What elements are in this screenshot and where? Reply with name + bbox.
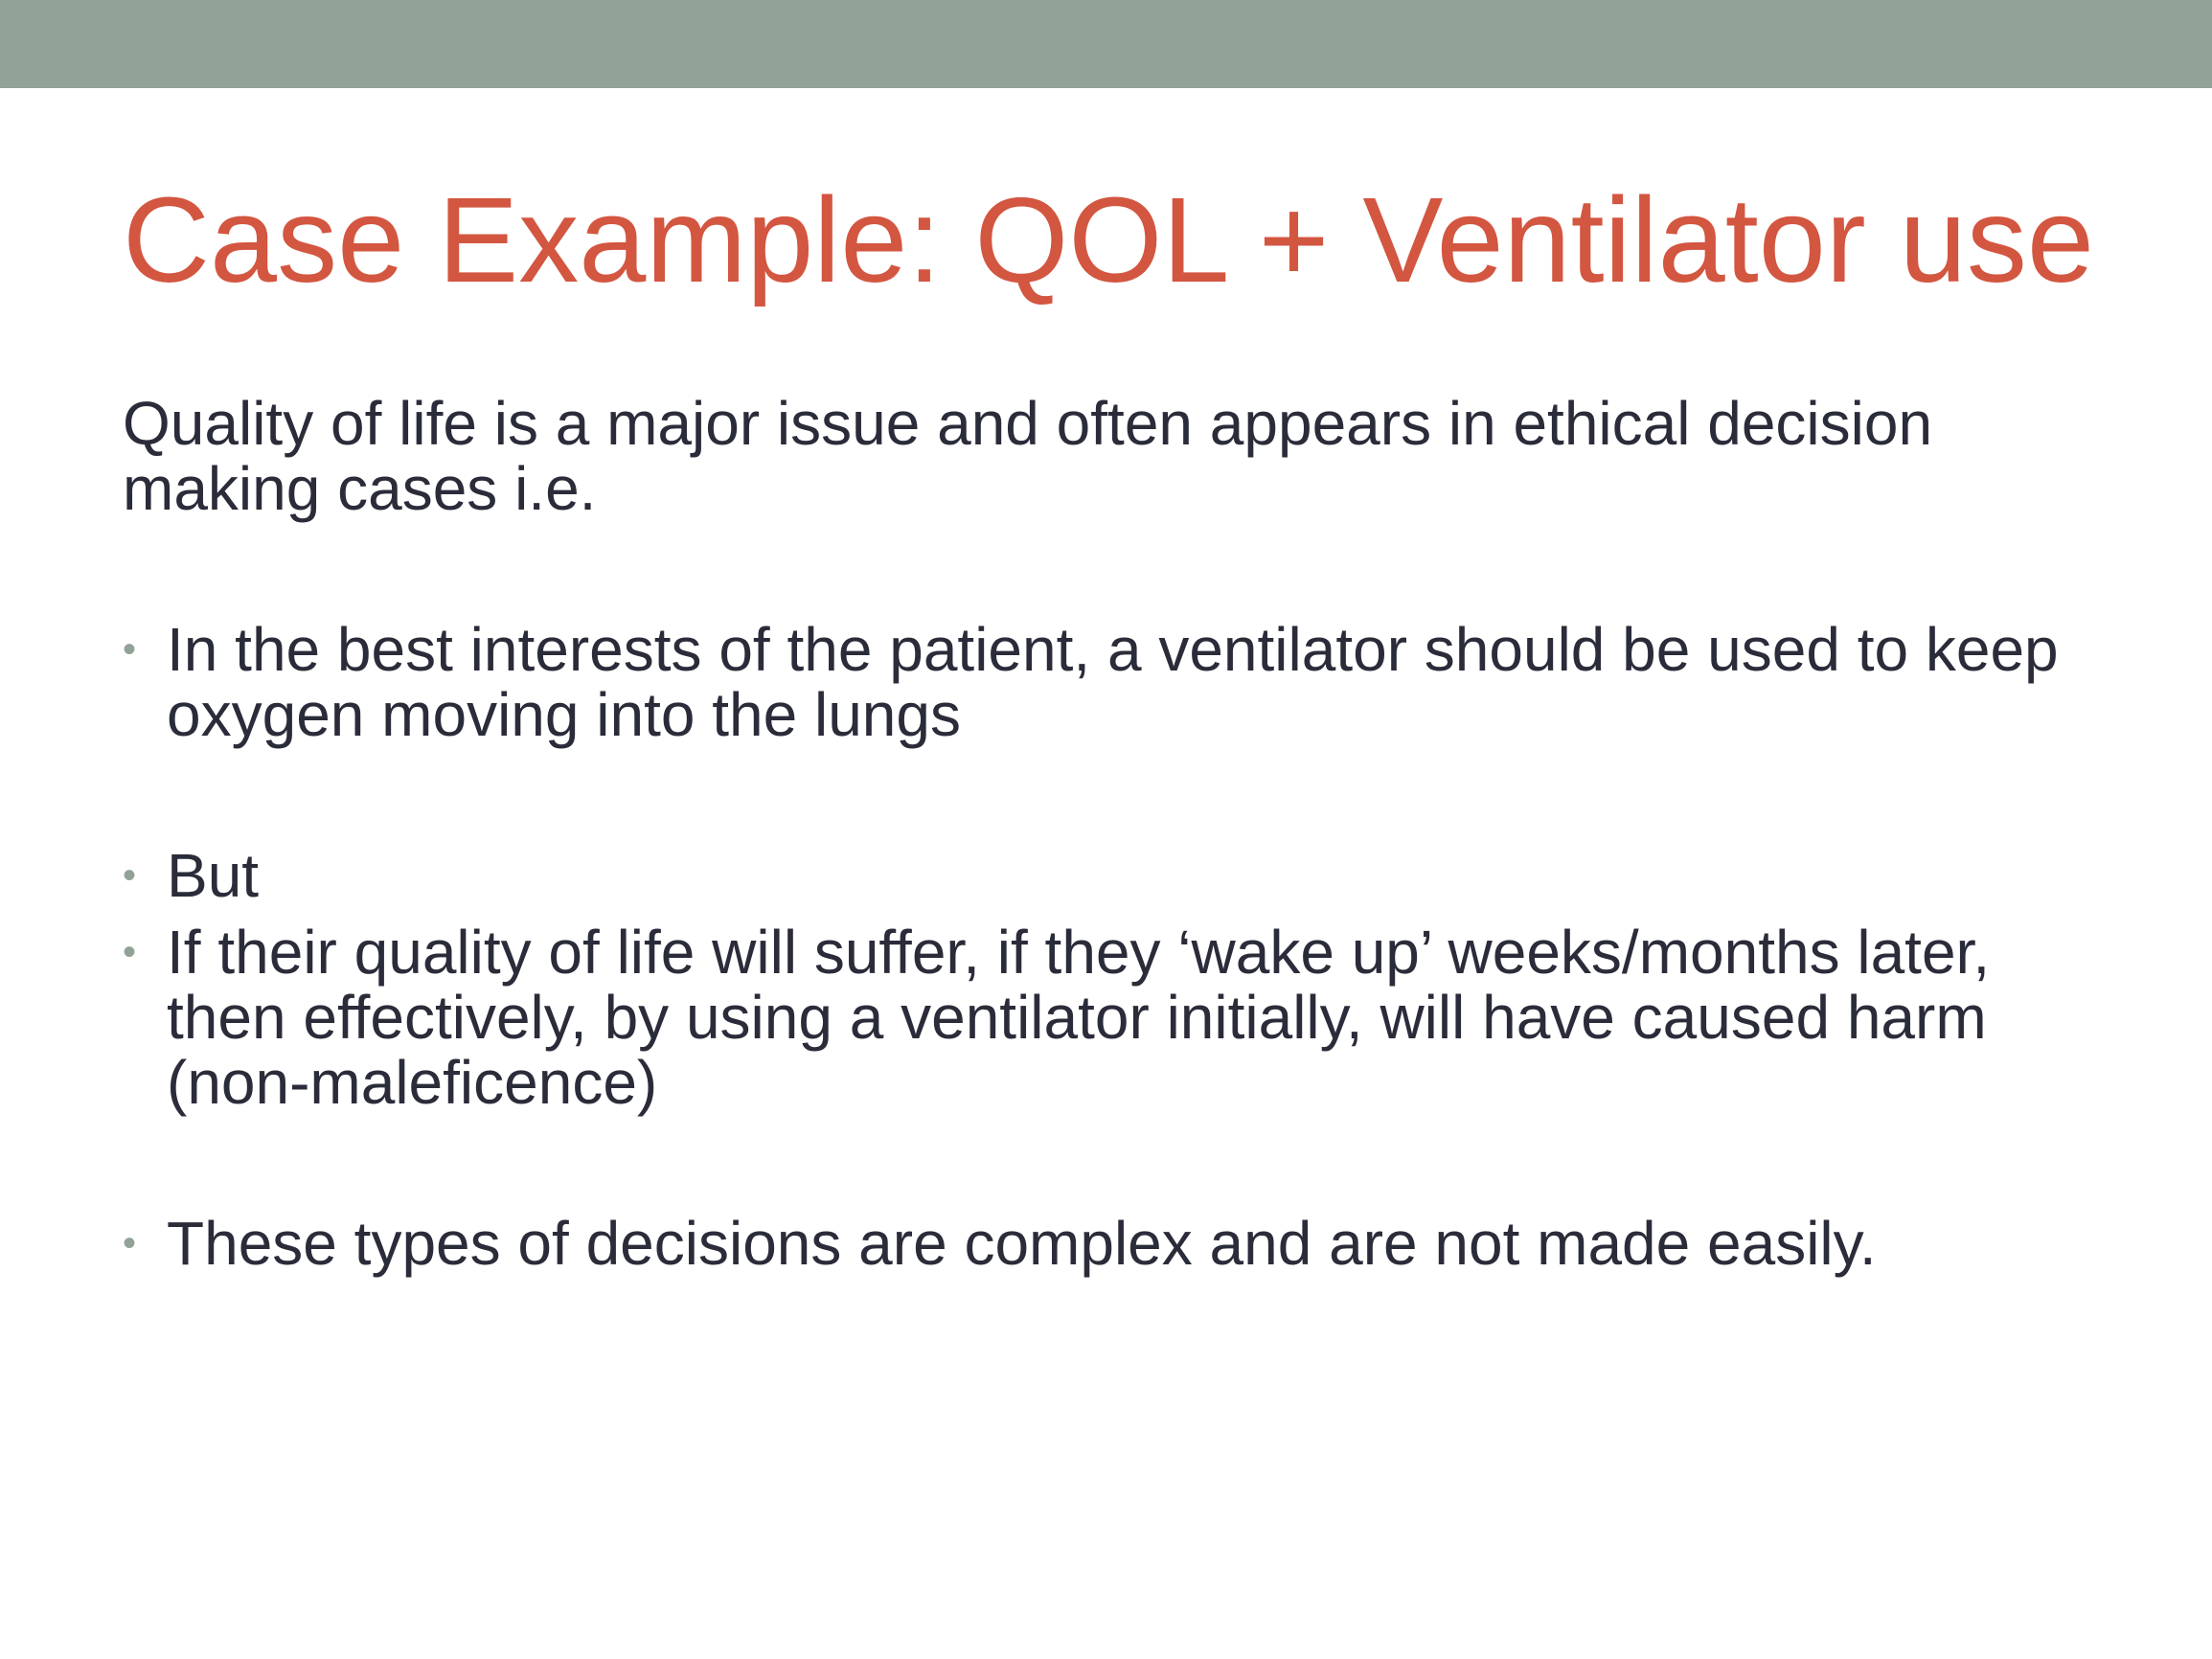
top-accent-band xyxy=(0,0,2212,88)
slide-body xyxy=(123,391,2115,1276)
bullet-text: But xyxy=(167,841,260,910)
bullet-dot-icon: • xyxy=(123,931,137,973)
bullet-item xyxy=(123,1211,2115,1276)
bullet-text: These types of decisions are complex and are not made easily. xyxy=(167,1209,1877,1278)
bullet-list xyxy=(123,617,2115,1276)
bullet-dot-icon: • xyxy=(123,854,137,897)
bullet-item xyxy=(123,843,2115,908)
bullet-text: In the best interests of the patient, a ventilator should be used to keep oxygen moving into the lungs xyxy=(167,615,2059,749)
bullet-dot-icon: • xyxy=(123,628,137,670)
bullet-text: If their quality of life will suffer, if they ‘wake up’ weeks/months later, then effectively, by using a ventilator initially, will have caused harm (non-maleficence) xyxy=(167,918,1991,1117)
bullet-dot-icon: • xyxy=(123,1222,137,1264)
intro-paragraph: Quality of life is a major issue and often appears in ethical decision making cases i.e. xyxy=(123,389,1933,523)
bullet-item xyxy=(123,617,2115,747)
slide-title: Case Example: QOL + Ventilator use xyxy=(123,172,2094,307)
bullet-item xyxy=(123,920,2115,1115)
